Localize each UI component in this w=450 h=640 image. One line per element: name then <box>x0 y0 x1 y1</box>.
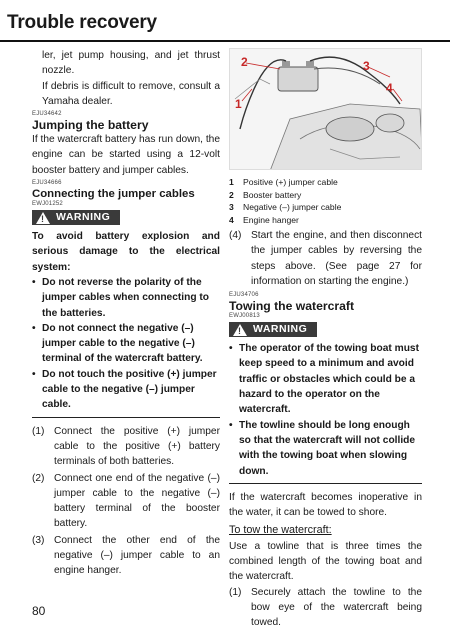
section-code: EJU34666 <box>32 180 62 187</box>
legend-text: Engine hanger <box>243 214 299 225</box>
section-code: EJU34642 <box>32 111 62 118</box>
step-text: Securely attach the towline to the bow eye of the watercraft being towed. <box>251 586 422 629</box>
section-heading-connecting: Connecting the jumper cables <box>32 188 195 201</box>
warning-triangle-icon: ! <box>233 324 247 336</box>
page-header <box>0 0 450 44</box>
legend-number: 1 <box>229 177 234 187</box>
section-code: EJU34706 <box>229 292 259 299</box>
legend-item <box>229 201 422 214</box>
right-column <box>229 228 422 632</box>
warning-bullet: • The towline should be long enough so that the watercraft will not collide with the towing boat when slowing down. <box>229 418 422 479</box>
warning-label: WARNING <box>56 210 111 223</box>
warning-box-battery <box>32 208 220 418</box>
step-item <box>32 471 220 532</box>
legend-text: Booster battery <box>243 189 302 200</box>
warning-bullet: • Do not connect the negative (–) jumper cable to the negative (–) terminal of the watercraft battery. <box>32 321 220 367</box>
step-text: Connect one end of the negative (–) jumper cable to the negative (–) battery terminal of the booster battery. <box>54 472 220 530</box>
warning-code: EWJ00813 <box>229 313 260 320</box>
step-item <box>32 533 220 579</box>
page-number: 80 <box>32 604 46 618</box>
warning-bullet: • The operator of the towing boat must keep speed to a minimum and avoid traffic or obstacles which could be a hazard to the operator on the watercraft. <box>229 341 422 417</box>
legend-text: Negative (–) jumper cable <box>243 202 342 213</box>
warning-bullet: • Do not touch the positive (+) jumper cable to the negative (–) jumper cable. <box>32 367 220 413</box>
section-heading-towing: Towing the watercraft <box>229 299 355 314</box>
legend-number: 3 <box>229 202 234 213</box>
warning-bullet: • Do not reverse the polarity of the jumper cables when connecting to the batteries. <box>32 275 220 321</box>
step-number: (1) <box>32 425 45 437</box>
engine-illustration <box>229 48 422 170</box>
callout-4: 4 <box>386 81 393 95</box>
continued-text-2: If debris is difficult to remove, consult a Yamaha dealer. <box>42 80 220 107</box>
step-text: Connect the other end of the negative (–) jumper cable to an engine hanger. <box>54 534 220 577</box>
warning-badge <box>32 210 120 225</box>
step-text: Start the engine, and then disconnect the jumper cables by reversing the steps above. (See page 27 for information on starting the engine.) <box>251 230 422 287</box>
continued-text: ler, jet pump housing, and jet thrust nozzle. <box>42 50 220 77</box>
figure-legend <box>229 176 422 226</box>
page-title: Trouble recovery <box>7 12 157 33</box>
legend-number: 4 <box>229 214 234 225</box>
legend-number: 2 <box>229 189 234 200</box>
left-column <box>32 48 220 580</box>
legend-item <box>229 189 422 202</box>
jumping-paragraph: If the watercraft battery has run down, the engine can be started using a 12-volt booster battery and jumper cables. <box>32 134 221 176</box>
legend-item <box>229 176 422 189</box>
header-rule <box>0 40 450 42</box>
step-item <box>229 228 422 289</box>
engine-drawing <box>230 49 422 170</box>
legend-item <box>229 214 422 227</box>
step-number: (1) <box>229 586 242 598</box>
warning-triangle-icon: ! <box>36 212 50 224</box>
section-heading-jumping: Jumping the battery <box>32 118 149 133</box>
warning-badge <box>229 322 317 337</box>
towing-paragraph: If the watercraft becomes inoperative in the water, it can be towed to shore. <box>229 491 422 519</box>
warning-label: WARNING <box>253 323 308 336</box>
step-number: (3) <box>32 534 45 546</box>
step-number: (2) <box>32 472 45 484</box>
step-text: Connect the positive (+) jumper cable to the positive (+) battery terminals of both batteries. <box>54 425 220 468</box>
warning-box-towing <box>229 320 422 484</box>
towline-paragraph: Use a towline that is three times the combined length of the towing boat and the watercraft. <box>229 540 422 583</box>
step-item <box>32 424 220 470</box>
callout-3: 3 <box>363 59 370 73</box>
callout-1: 1 <box>235 97 242 111</box>
subheading-to-tow: To tow the watercraft: <box>229 524 332 537</box>
step-number: (4) <box>229 230 242 241</box>
warning-code: EWJ01252 <box>32 201 63 208</box>
warning-intro: To avoid battery explosion and serious damage to the electrical system: <box>32 231 220 273</box>
legend-text: Positive (+) jumper cable <box>243 177 338 187</box>
callout-2: 2 <box>241 55 248 69</box>
step-item <box>229 585 422 631</box>
